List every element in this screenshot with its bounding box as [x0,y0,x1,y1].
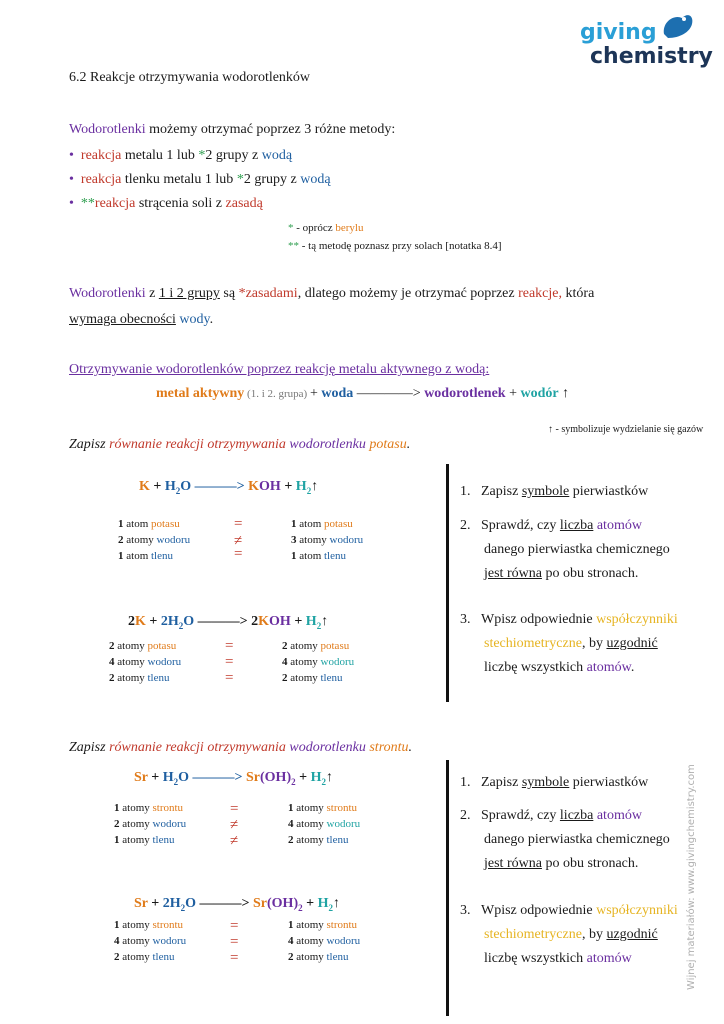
k-equation-2: $2K + 2H_2O$ ———> $2KOH + H_2↑$ [128,614,329,631]
k2-left-1: 2 atomy potasu [109,640,177,652]
s2-right-1: 1 atomy strontu [288,919,358,931]
s2-left-3: 2 atomy tlenu [114,951,175,963]
k1-right-1: 1 atom potasu [291,518,353,530]
steps-1-item-3: 3. Wpisz odpowiednie współczynniki [460,612,678,627]
bullet-dot: • [69,172,74,187]
s1-right-1: 1 atomy strontu [288,802,358,814]
logo [580,14,714,74]
k-equation-1: $K + H_2O$ ———> KOH + $H_2↑$ [139,479,319,496]
k1-left-2: 2 atomy wodoru [118,534,191,546]
footnote-1: * - oprócz berylu [288,222,364,234]
s1-right-2: 4 atomy wodoru [288,818,361,830]
general-equation: metal aktywny (1. i 2. grupa) + woda ————> wodorotlenek + wodór ↑ [156,386,570,401]
k1-sign-2: ≠ [234,533,243,549]
k2-sign-3: = [225,670,234,686]
bullet-2: • reakcja tlenku metalu 1 lub *2 grupy z wodą [69,172,331,187]
steps-1-item-3-line-3: liczbę wszystkich atomów. [484,660,635,675]
steps-2-item-2-line-3: jest równa po obu stronach. [484,856,639,871]
s1-sign-2: ≠ [230,817,239,833]
steps-2-item-3-line-3: liczbę wszystkich atomów [484,951,632,966]
flask-mascot-icon [656,8,696,42]
steps-2-item-3-line-2: stechiometryczne, by uzgodnić [484,927,658,942]
page-title: 6.2 Reakcje otrzymywania wodorotlenków [69,70,311,85]
divider-1 [446,464,449,702]
k2-left-3: 2 atomy tlenu [109,672,170,684]
s1-left-1: 1 atomy strontu [114,802,184,814]
k2-left-2: 4 atomy wodoru [109,656,182,668]
logo-line-giving: giving [580,20,657,45]
paragraph-line-1: Wodorotlenki z 1 i 2 grupy są *zasadami, dlatego możemy je otrzymać poprzez reakcje, która [69,286,595,301]
k2-sign-2: = [225,654,234,670]
steps-2-item-2: 2. Sprawdź, czy liczba atomów [460,808,642,823]
s2-sign-2: = [230,934,239,950]
bullet-dot: • [69,196,74,211]
intro-line: Wodorotlenki możemy otrzymać poprzez 3 różne metody: [69,122,396,137]
k1-left-1: 1 atom potasu [118,518,180,530]
s2-sign-3: = [230,950,239,966]
k2-right-1: 2 atomy potasu [282,640,350,652]
logo-line-chemistry: chemistry [590,44,713,69]
footnote-2: ** - tą metodę poznasz przy solach [notatka 8.4] [288,240,502,252]
gas-note: ↑ - symbolizuje wydzielanie się gazów [548,424,704,435]
paragraph-line-2: wymaga obecności wody. [69,312,214,327]
section-heading: Otrzymywanie wodorotlenków poprzez reakcję metalu aktywnego z wodą: [69,362,490,377]
divider-2 [446,760,449,1016]
k1-sign-3: = [234,546,243,562]
s1-left-2: 2 atomy wodoru [114,818,187,830]
s2-right-2: 4 atomy wodoru [288,935,361,947]
bullet-dot: • [69,148,74,163]
watermark: Wijnej materiałów: www.givingchemistry.com [686,764,697,990]
task-2: Zapisz równanie reakcji otrzymywania wodorotlenku strontu. [69,740,413,755]
s1-sign-3: ≠ [230,833,239,849]
steps-1-item-2-line-3: jest równa po obu stronach. [484,566,639,581]
sr-equation-1: $Sr + H_2O$ ———> $Sr(OH)_2$ + $H_2↑$ [134,770,333,787]
steps-2-item-2-line-2: danego pierwiastka chemicznego [484,832,670,847]
k1-right-3: 1 atom tlenu [291,550,346,562]
task-1: Zapisz równanie reakcji otrzymywania wodorotlenku potasu. [69,437,411,452]
k2-right-3: 2 atomy tlenu [282,672,343,684]
s2-left-2: 4 atomy wodoru [114,935,187,947]
steps-1-item-2: 2. Sprawdź, czy liczba atomów [460,518,642,533]
steps-2-item-3: 3. Wpisz odpowiednie współczynniki [460,903,678,918]
s1-sign-1: = [230,801,239,817]
s1-right-3: 2 atomy tlenu [288,834,349,846]
sr-equation-2: $Sr + 2H_2O$ ———> $Sr(OH)_2$ + $H_2↑$ [134,896,340,913]
k1-left-3: 1 atom tlenu [118,550,173,562]
steps-1-item-1: 1. Zapisz symbole pierwiastków [460,484,649,499]
k1-right-2: 3 atomy wodoru [291,534,364,546]
s2-left-1: 1 atomy strontu [114,919,184,931]
steps-1-item-2-line-2: danego pierwiastka chemicznego [484,542,670,557]
k2-sign-1: = [225,638,234,654]
k2-right-2: 4 atomy wodoru [282,656,355,668]
s2-sign-1: = [230,918,239,934]
k1-sign-1: = [234,516,243,532]
steps-2-item-1: 1. Zapisz symbole pierwiastków [460,775,649,790]
bullet-3: • **reakcja strącenia soli z zasadą [69,196,263,211]
bullet-1: • reakcja metalu 1 lub *2 grupy z wodą [69,148,293,163]
steps-1-item-3-line-2: stechiometryczne, by uzgodnić [484,636,658,651]
s1-left-3: 1 atomy tlenu [114,834,175,846]
s2-right-3: 2 atomy tlenu [288,951,349,963]
